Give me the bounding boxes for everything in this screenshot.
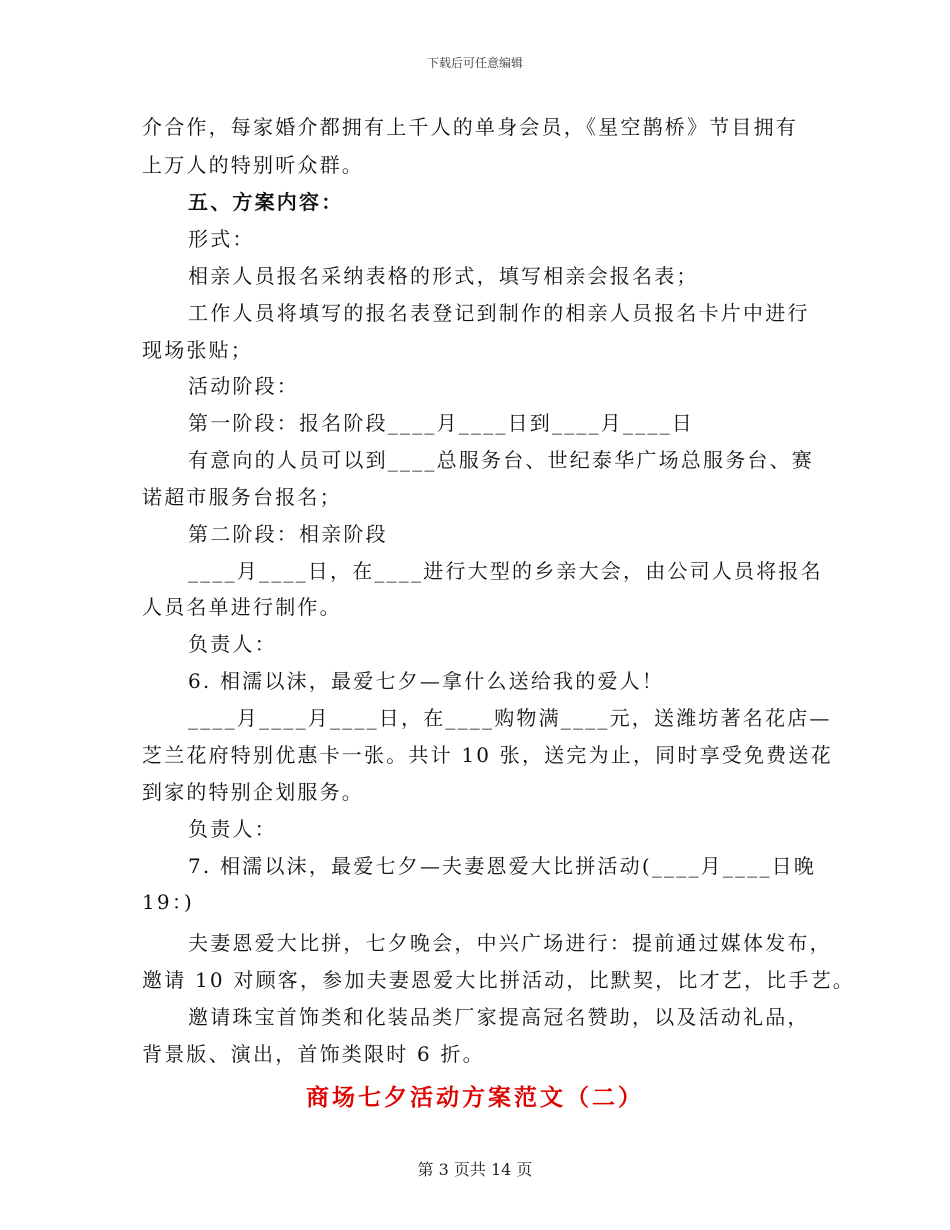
page-header: 下载后可任意编辑 [426, 56, 523, 70]
paragraph-line: 夫妻恩爱大比拼，七夕晚会，中兴广场进行：提前通过媒体发布， [188, 931, 832, 955]
paragraph-line: 相亲人员报名采纳表格的形式，填写相亲会报名表； [188, 264, 699, 288]
item-heading: 7. 相濡以沫，最爱七夕—夫妻恩爱大比拼活动(____月____日晚 [188, 854, 817, 878]
paragraph-line: 负责人： [188, 632, 277, 656]
paragraph-line: 第一阶段：报名阶段____月____日到____月____日 [188, 411, 694, 435]
section-title: 商场七夕活动方案范文（二） [306, 1084, 644, 1111]
paragraph-line: 邀请 10 对顾客，参加夫妻恩爱大比拼活动，比默契，比才艺，比手艺。 [142, 968, 855, 992]
paragraph-line: 诺超市服务台报名； [142, 485, 342, 509]
paragraph-line: 负责人： [188, 817, 277, 841]
paragraph-line: 邀请珠宝首饰类和化装品类厂家提高冠名赞助，以及活动礼品， [188, 1005, 810, 1029]
paragraph-line: 19：) [142, 890, 195, 914]
paragraph-line: 活动阶段： [188, 374, 299, 398]
paragraph-line: 背景版、演出，首饰类限时 6 折。 [142, 1042, 485, 1066]
paragraph-line: 到家的特别企划服务。 [142, 780, 364, 804]
page-footer: 第 3 页共 14 页 [417, 1160, 533, 1179]
paragraph-line: 人员名单进行制作。 [142, 595, 342, 619]
item-heading: 6. 相濡以沫，最爱七夕—拿什么送给我的爱人！ [188, 669, 665, 693]
paragraph-line: 芝兰花府特别优惠卡一张。共计 10 张，送完为止，同时享受免费送花 [142, 743, 833, 767]
paragraph-line: 第二阶段：相亲阶段 [188, 522, 388, 546]
paragraph-line: ____月____月____日，在____购物满____元，送潍坊著名花店— [188, 706, 832, 730]
paragraph-line: 有意向的人员可以到____总服务台、世纪泰华广场总服务台、赛 [188, 448, 814, 472]
paragraph-line: 工作人员将填写的报名表登记到制作的相亲人员报名卡片中进行 [188, 301, 810, 325]
paragraph-line: 形式： [188, 227, 255, 251]
paragraph-line: 上万人的特别听众群。 [142, 153, 364, 177]
paragraph-line: 现场张贴； [142, 338, 253, 362]
paragraph-line: ____月____日，在____进行大型的乡亲大会，由公司人员将报名 [188, 559, 823, 583]
section-heading: 五、方案内容： [188, 190, 344, 214]
paragraph-line: 介合作，每家婚介都拥有上千人的单身会员，《星空鹊桥》节目拥有 [142, 115, 798, 139]
